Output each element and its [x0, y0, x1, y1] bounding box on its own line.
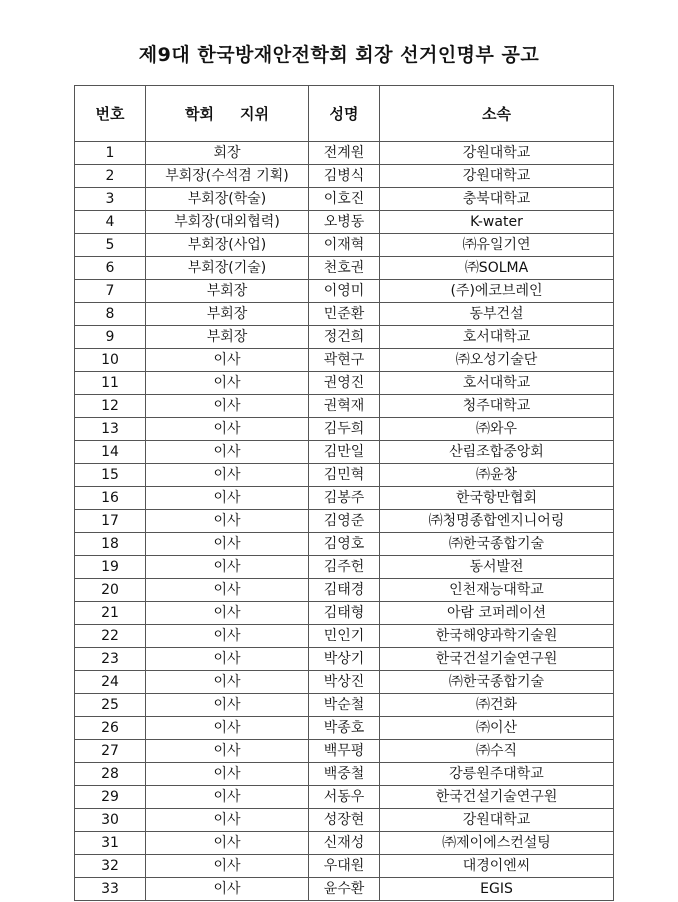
row-number: 4 [75, 211, 146, 234]
row-affiliation: 호서대학교 [380, 372, 614, 395]
row-name: 김태형 [309, 602, 380, 625]
row-number: 22 [75, 625, 146, 648]
row-name: 백무평 [309, 740, 380, 763]
row-role: 이사 [146, 625, 309, 648]
row-number: 20 [75, 579, 146, 602]
row-affiliation: ㈜이산 [380, 717, 614, 740]
table-row [75, 372, 614, 395]
row-number: 2 [75, 165, 146, 188]
table-row [75, 326, 614, 349]
row-affiliation: 인천재능대학교 [380, 579, 614, 602]
row-name: 민준환 [309, 303, 380, 326]
table-row [75, 165, 614, 188]
table-row [75, 280, 614, 303]
row-number: 3 [75, 188, 146, 211]
table-row [75, 602, 614, 625]
row-affiliation: 아람 코퍼레이션 [380, 602, 614, 625]
table-row [75, 694, 614, 717]
row-role: 이사 [146, 740, 309, 763]
table-row [75, 142, 614, 165]
row-affiliation: 한국건설기술연구원 [380, 786, 614, 809]
row-number: 12 [75, 395, 146, 418]
header-affiliation: 소속 [380, 86, 614, 142]
row-name: 박종호 [309, 717, 380, 740]
row-affiliation: 강원대학교 [380, 142, 614, 165]
table-row [75, 648, 614, 671]
row-name: 성장현 [309, 809, 380, 832]
row-number: 9 [75, 326, 146, 349]
row-number: 5 [75, 234, 146, 257]
row-affiliation: ㈜와우 [380, 418, 614, 441]
row-role: 이사 [146, 763, 309, 786]
table-row [75, 579, 614, 602]
row-number: 19 [75, 556, 146, 579]
row-number: 7 [75, 280, 146, 303]
row-role: 부회장(기술) [146, 257, 309, 280]
row-number: 6 [75, 257, 146, 280]
row-role: 이사 [146, 809, 309, 832]
row-affiliation: 대경이엔씨 [380, 855, 614, 878]
table-row [75, 832, 614, 855]
row-number: 33 [75, 878, 146, 901]
row-role: 부회장 [146, 326, 309, 349]
row-affiliation: 호서대학교 [380, 326, 614, 349]
row-number: 27 [75, 740, 146, 763]
row-role: 이사 [146, 855, 309, 878]
table-row [75, 556, 614, 579]
row-number: 32 [75, 855, 146, 878]
row-number: 14 [75, 441, 146, 464]
table-row [75, 625, 614, 648]
table-row [75, 717, 614, 740]
row-number: 24 [75, 671, 146, 694]
row-role: 이사 [146, 579, 309, 602]
row-role: 부회장(학술) [146, 188, 309, 211]
table-row [75, 487, 614, 510]
row-number: 30 [75, 809, 146, 832]
voter-roster-table [74, 85, 614, 901]
row-role: 이사 [146, 878, 309, 901]
table-row [75, 349, 614, 372]
header-number: 번호 [75, 86, 146, 142]
row-number: 17 [75, 510, 146, 533]
row-number: 23 [75, 648, 146, 671]
table-row [75, 464, 614, 487]
row-role: 이사 [146, 602, 309, 625]
row-affiliation: 강릉원주대학교 [380, 763, 614, 786]
row-affiliation: 충북대학교 [380, 188, 614, 211]
row-role: 회장 [146, 142, 309, 165]
row-number: 11 [75, 372, 146, 395]
row-role: 이사 [146, 418, 309, 441]
row-affiliation: ㈜윤창 [380, 464, 614, 487]
row-role: 이사 [146, 349, 309, 372]
row-number: 21 [75, 602, 146, 625]
row-name: 이재혁 [309, 234, 380, 257]
row-number: 28 [75, 763, 146, 786]
row-name: 전계원 [309, 142, 380, 165]
row-number: 31 [75, 832, 146, 855]
row-name: 김병식 [309, 165, 380, 188]
row-affiliation: 한국항만협회 [380, 487, 614, 510]
row-affiliation: ㈜수직 [380, 740, 614, 763]
row-role: 이사 [146, 487, 309, 510]
row-name: 김만일 [309, 441, 380, 464]
row-role: 부회장(사업) [146, 234, 309, 257]
header-role [146, 86, 309, 142]
row-role: 이사 [146, 510, 309, 533]
row-number: 10 [75, 349, 146, 372]
row-name: 김두희 [309, 418, 380, 441]
row-name: 정건희 [309, 326, 380, 349]
row-role: 이사 [146, 648, 309, 671]
row-role: 이사 [146, 441, 309, 464]
row-name: 김영준 [309, 510, 380, 533]
table-row [75, 786, 614, 809]
row-affiliation: 산림조합중앙회 [380, 441, 614, 464]
table-row [75, 418, 614, 441]
table-row [75, 740, 614, 763]
row-affiliation: K-water [380, 211, 614, 234]
row-number: 25 [75, 694, 146, 717]
row-affiliation: 청주대학교 [380, 395, 614, 418]
table-row [75, 671, 614, 694]
row-role: 부회장(수석겸 기획) [146, 165, 309, 188]
row-affiliation: 동부건설 [380, 303, 614, 326]
row-name: 김봉주 [309, 487, 380, 510]
row-role: 이사 [146, 717, 309, 740]
row-affiliation: ㈜한국종합기술 [380, 533, 614, 556]
row-role: 부회장(대외협력) [146, 211, 309, 234]
row-number: 15 [75, 464, 146, 487]
row-affiliation: ㈜유일기연 [380, 234, 614, 257]
row-name: 권영진 [309, 372, 380, 395]
row-name: 백중철 [309, 763, 380, 786]
table-row [75, 878, 614, 901]
table-row [75, 234, 614, 257]
table-row [75, 211, 614, 234]
row-role: 이사 [146, 786, 309, 809]
row-name: 이호진 [309, 188, 380, 211]
row-name: 우대원 [309, 855, 380, 878]
row-role: 이사 [146, 464, 309, 487]
row-name: 김민혁 [309, 464, 380, 487]
row-name: 김영호 [309, 533, 380, 556]
row-name: 신재성 [309, 832, 380, 855]
row-number: 29 [75, 786, 146, 809]
row-name: 김주헌 [309, 556, 380, 579]
row-number: 1 [75, 142, 146, 165]
row-name: 민인기 [309, 625, 380, 648]
row-number: 16 [75, 487, 146, 510]
row-affiliation: 한국해양과학기술원 [380, 625, 614, 648]
row-name: 서동우 [309, 786, 380, 809]
table-row [75, 303, 614, 326]
row-name: 박순철 [309, 694, 380, 717]
header-role-position: 지위 [240, 105, 269, 123]
row-name: 김태경 [309, 579, 380, 602]
row-role: 이사 [146, 832, 309, 855]
header-name: 성명 [309, 86, 380, 142]
row-name: 곽현구 [309, 349, 380, 372]
row-name: 박상진 [309, 671, 380, 694]
row-name: 이영미 [309, 280, 380, 303]
header-role-society: 학회 [185, 105, 214, 123]
row-affiliation: ㈜청명종합엔지니어링 [380, 510, 614, 533]
row-affiliation: 강원대학교 [380, 809, 614, 832]
row-number: 18 [75, 533, 146, 556]
row-name: 오병동 [309, 211, 380, 234]
row-affiliation: 강원대학교 [380, 165, 614, 188]
table-row [75, 809, 614, 832]
row-name: 박상기 [309, 648, 380, 671]
row-role: 이사 [146, 533, 309, 556]
table-row [75, 763, 614, 786]
row-role: 이사 [146, 372, 309, 395]
page-title: 제9대 한국방재안전학회 회장 선거인명부 공고 [138, 44, 540, 66]
row-affiliation: ㈜한국종합기술 [380, 671, 614, 694]
row-affiliation: 동서발전 [380, 556, 614, 579]
row-role: 부회장 [146, 280, 309, 303]
table-header-row [75, 86, 614, 142]
row-affiliation: ㈜오성기술단 [380, 349, 614, 372]
table-row [75, 395, 614, 418]
row-affiliation: ㈜건화 [380, 694, 614, 717]
row-number: 8 [75, 303, 146, 326]
row-name: 윤수환 [309, 878, 380, 901]
row-affiliation: ㈜SOLMA [380, 257, 614, 280]
row-affiliation: EGIS [380, 878, 614, 901]
table-row [75, 855, 614, 878]
row-role: 이사 [146, 395, 309, 418]
row-affiliation: ㈜제이에스컨설팅 [380, 832, 614, 855]
table-row [75, 257, 614, 280]
table-row [75, 441, 614, 464]
table-row [75, 510, 614, 533]
table-row [75, 188, 614, 211]
row-role: 이사 [146, 556, 309, 579]
row-affiliation: 한국건설기술연구원 [380, 648, 614, 671]
row-name: 권혁재 [309, 395, 380, 418]
row-name: 천호권 [309, 257, 380, 280]
table-row [75, 533, 614, 556]
row-role: 부회장 [146, 303, 309, 326]
row-affiliation: (주)에코브레인 [380, 280, 614, 303]
row-number: 26 [75, 717, 146, 740]
row-number: 13 [75, 418, 146, 441]
row-role: 이사 [146, 694, 309, 717]
row-role: 이사 [146, 671, 309, 694]
